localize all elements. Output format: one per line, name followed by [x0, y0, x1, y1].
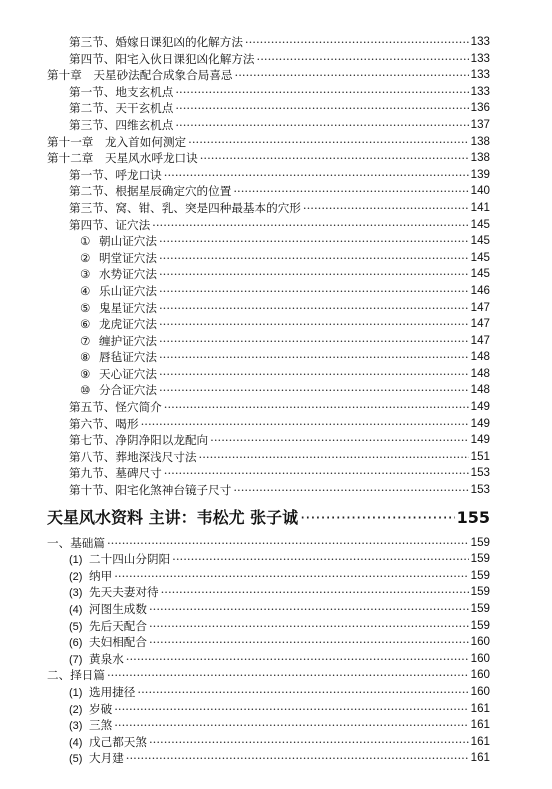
- toc-entry[interactable]: [0, 432, 552, 449]
- dot-leader: [152, 217, 488, 234]
- toc-entry-title: [69, 167, 162, 184]
- toc-entry[interactable]: [0, 217, 552, 234]
- toc-entry-title: [69, 200, 301, 217]
- toc-entry-text: 第十章 天星砂法配合成象合局喜忌: [47, 68, 233, 83]
- toc-entry-marker: (4): [69, 604, 83, 616]
- toc-entry[interactable]: [0, 84, 552, 101]
- toc-entry-title: [69, 183, 231, 200]
- toc-entry-marker: (5): [69, 620, 83, 633]
- toc-entry[interactable]: [0, 134, 552, 151]
- toc-entry-title: [80, 300, 157, 317]
- toc-page-number: 160: [469, 684, 490, 701]
- toc-page-number: 148: [469, 382, 490, 399]
- dot-leader: [149, 734, 488, 751]
- toc-entry-marker: ③: [80, 267, 91, 282]
- toc-page-number: 159: [469, 618, 490, 635]
- toc-entry-title: [47, 134, 186, 151]
- toc-entry-title: [69, 482, 231, 499]
- toc-entry-text: 黄泉水: [89, 651, 124, 666]
- toc-entry-text: 分合证穴法: [99, 383, 157, 398]
- toc-page-number: 151: [469, 449, 490, 466]
- toc-entry-text: 第八节、葬地深浅尺寸法: [69, 449, 197, 464]
- dot-leader: [159, 266, 488, 283]
- toc-entry-marker: ④: [80, 283, 91, 298]
- toc-entry-text: 朝山证穴法: [99, 234, 157, 249]
- toc-entry[interactable]: [0, 750, 552, 767]
- toc-entry-title: [80, 316, 157, 333]
- toc-entry-text: 天心证穴法: [99, 366, 157, 381]
- toc-page-number: 139: [469, 167, 490, 184]
- toc-page-number: 149: [469, 416, 490, 433]
- toc-entry-marker: (5): [69, 753, 83, 766]
- toc-page-number: 160: [469, 667, 490, 684]
- toc-entry-text: 第十二章 天星风水呼龙口诀: [47, 151, 198, 166]
- toc-entry-title: [69, 51, 255, 68]
- toc-entry-title: [80, 250, 157, 267]
- dot-leader: [126, 651, 488, 668]
- dot-leader: [164, 399, 488, 416]
- toc-page-number: 147: [469, 333, 490, 350]
- toc-entry[interactable]: [0, 349, 552, 366]
- dot-leader: [172, 551, 488, 568]
- toc-page-number: 138: [469, 150, 490, 167]
- toc-entry[interactable]: [0, 701, 552, 718]
- toc-entry-title: [69, 84, 173, 101]
- toc-entry-text: 缠护证穴法: [99, 333, 157, 348]
- dot-leader: [233, 183, 488, 200]
- toc-entry-text: 水势证穴法: [99, 267, 157, 282]
- toc-page-number: 145: [469, 250, 490, 267]
- toc-entry[interactable]: [0, 717, 552, 734]
- toc-page-number: 159: [469, 601, 490, 618]
- dot-leader: [159, 349, 488, 366]
- toc-entry[interactable]: [0, 651, 552, 668]
- toc-entry-text: 纳甲: [89, 568, 113, 583]
- toc-entry[interactable]: [0, 634, 552, 651]
- toc-entry-text: 第一节、地支玄机点: [69, 84, 174, 99]
- toc-page-number: 161: [469, 701, 490, 718]
- toc-page-number: 133: [469, 84, 490, 101]
- toc-entry[interactable]: [0, 465, 552, 482]
- dot-leader: [159, 250, 488, 267]
- toc-entry-text: 夫妇相配合: [89, 635, 147, 650]
- toc-page-number: 161: [469, 750, 490, 767]
- toc-entry-text: 乐山证穴法: [99, 283, 157, 298]
- toc-page-number: 161: [469, 734, 490, 751]
- dot-leader: [303, 200, 488, 217]
- dot-leader: [159, 382, 488, 399]
- table-of-contents: [0, 34, 552, 767]
- toc-entry-title: [69, 717, 112, 735]
- toc-entry-marker: (2): [69, 570, 83, 583]
- toc-entry[interactable]: [0, 399, 552, 416]
- toc-entry[interactable]: [0, 283, 552, 300]
- toc-entry-text: 大月建: [89, 751, 124, 766]
- toc-page-number: 133: [469, 67, 490, 84]
- toc-page-number: 155: [455, 503, 490, 533]
- toc-entry-text: 第四节、证穴法: [69, 217, 151, 232]
- toc-entry-text: 河图生成数: [89, 602, 147, 616]
- toc-page-number: 140: [469, 183, 490, 200]
- toc-entry-text: 二十四山分阴阳: [89, 552, 171, 567]
- toc-entry-text: 第一节、呼龙口诀: [69, 167, 162, 182]
- toc-entry[interactable]: [0, 535, 552, 552]
- toc-entry-title: [47, 503, 298, 533]
- toc-entry-title: [69, 684, 135, 702]
- dot-leader: [159, 300, 488, 317]
- toc-entry-title: [69, 601, 147, 619]
- toc-page-number: 159: [469, 584, 490, 601]
- toc-entry-title: [80, 266, 157, 283]
- toc-page-number: 159: [469, 551, 490, 568]
- toc-page-number: 133: [469, 34, 490, 51]
- toc-entry[interactable]: [0, 734, 552, 751]
- toc-entry[interactable]: [0, 568, 552, 585]
- toc-entry-title: [69, 100, 173, 117]
- toc-page-number: 148: [469, 366, 490, 383]
- dot-leader: [164, 465, 488, 482]
- toc-entry-title: [80, 366, 157, 383]
- toc-page-number: 146: [469, 283, 490, 300]
- dot-leader: [161, 584, 488, 601]
- dot-leader: [159, 333, 488, 350]
- toc-entry-text: 鬼星证穴法: [99, 300, 157, 315]
- toc-page-number: 138: [469, 134, 490, 151]
- toc-entry-title: [80, 333, 157, 350]
- toc-entry-text: 第十一章 龙入首如何测定: [47, 134, 187, 149]
- toc-entry-text: 唇毡证穴法: [99, 350, 157, 365]
- toc-page-number: 147: [469, 316, 490, 333]
- toc-entry[interactable]: [0, 100, 552, 117]
- toc-entry[interactable]: [0, 51, 552, 68]
- toc-page-number: 145: [469, 217, 490, 234]
- toc-entry[interactable]: [0, 167, 552, 184]
- toc-page-number: 145: [469, 266, 490, 283]
- toc-entry[interactable]: [0, 684, 552, 701]
- toc-entry[interactable]: [0, 551, 552, 568]
- toc-entry-title: [80, 349, 157, 366]
- toc-entry-marker: ①: [80, 234, 91, 249]
- toc-entry[interactable]: [0, 233, 552, 250]
- toc-entry-marker: (1): [69, 554, 83, 567]
- dot-leader: [188, 134, 488, 151]
- toc-entry-title: [69, 750, 124, 768]
- dot-leader: [114, 568, 488, 585]
- toc-entry[interactable]: [0, 117, 552, 134]
- dot-leader: [235, 67, 488, 84]
- toc-entry-marker: ⑩: [80, 383, 91, 398]
- toc-entry-marker: (3): [69, 587, 83, 600]
- toc-entry-text: 第七节、净阴净阳以龙配向: [69, 433, 209, 448]
- toc-entry-text: 第三节、婚嫁日课犯凶的化解方法: [69, 35, 243, 49]
- toc-entry-marker: ⑨: [80, 366, 91, 381]
- dot-leader: [149, 601, 488, 618]
- toc-entry-text: 天星风水资料 主讲：韦松尤 张子诚: [47, 507, 299, 527]
- toc-entry[interactable]: [0, 601, 552, 618]
- dot-leader: [175, 117, 488, 134]
- dot-leader: [141, 416, 488, 433]
- toc-entry-title: [69, 217, 150, 234]
- toc-entry-marker: (4): [69, 736, 83, 749]
- dot-leader: [175, 100, 488, 117]
- toc-entry[interactable]: [0, 34, 552, 51]
- dot-leader: [233, 482, 488, 499]
- toc-entry[interactable]: [0, 183, 552, 200]
- toc-page-number: 136: [469, 100, 490, 117]
- toc-entry-text: 先后天配合: [89, 618, 147, 633]
- toc-entry-title: [80, 283, 157, 300]
- toc-page-number: 149: [469, 399, 490, 416]
- dot-leader: [199, 449, 488, 466]
- toc-entry-marker: (6): [69, 637, 83, 650]
- toc-entry[interactable]: [0, 316, 552, 333]
- toc-entry[interactable]: [0, 300, 552, 317]
- toc-entry-text: 第十节、阳宅化煞神台镜子尺寸: [69, 483, 232, 498]
- toc-entry-title: [69, 584, 159, 602]
- toc-entry-text: 第三节、四维玄机点: [69, 117, 174, 132]
- toc-entry-text: 戊己都天煞: [89, 734, 147, 749]
- toc-entry-marker: ②: [80, 250, 91, 265]
- dot-leader: [114, 701, 488, 718]
- dot-leader: [159, 233, 488, 250]
- toc-entry-text: 第三节、窝、钳、乳、突是四种最基本的穴形: [69, 200, 301, 215]
- toc-entry-title: [69, 34, 243, 51]
- toc-entry[interactable]: [0, 416, 552, 433]
- toc-entry[interactable]: [0, 200, 552, 217]
- toc-entry-text: 第五节、怪穴简介: [69, 400, 162, 415]
- dot-leader: [107, 667, 488, 684]
- toc-page-number: 133: [469, 51, 490, 68]
- toc-entry-title: [69, 618, 147, 636]
- toc-entry-text: 一、基础篇: [47, 535, 105, 550]
- toc-page-number: 159: [469, 535, 490, 552]
- toc-entry-text: 岁破: [89, 701, 113, 716]
- toc-entry[interactable]: [0, 584, 552, 601]
- toc-entry-title: [69, 449, 197, 466]
- toc-page-number: 137: [469, 117, 490, 134]
- toc-entry-title: [69, 634, 147, 652]
- dot-leader: [164, 167, 488, 184]
- toc-entry[interactable]: [0, 250, 552, 267]
- toc-entry-title: [69, 568, 112, 586]
- toc-entry-title: [47, 67, 233, 84]
- toc-entry-title: [80, 382, 157, 399]
- dot-leader: [257, 51, 488, 68]
- dot-leader: [175, 84, 488, 101]
- toc-entry[interactable]: [0, 266, 552, 283]
- toc-entry-text: 先天夫妻对待: [89, 585, 159, 600]
- toc-entry-text: 第九节、墓碑尺寸: [69, 466, 162, 481]
- toc-entry-text: 二、择日篇: [47, 668, 105, 683]
- dot-leader: [159, 283, 488, 300]
- toc-page-number: 159: [469, 568, 490, 585]
- toc-entry[interactable]: [0, 150, 552, 167]
- toc-page-number: 141: [469, 200, 490, 217]
- toc-entry-text: 第二节、根据星辰确定穴的位置: [69, 184, 232, 199]
- toc-entry-text: 选用捷径: [89, 684, 136, 699]
- toc-page-number: 147: [469, 300, 490, 317]
- dot-leader: [210, 432, 488, 449]
- toc-entry-marker: (2): [69, 703, 83, 716]
- toc-entry[interactable]: [0, 366, 552, 383]
- toc-entry[interactable]: [0, 449, 552, 466]
- dot-leader: [159, 366, 488, 383]
- toc-entry-marker: ⑧: [80, 350, 91, 365]
- toc-page-number: 149: [469, 432, 490, 449]
- dot-leader: [126, 750, 488, 767]
- toc-entry-title: [47, 150, 198, 167]
- toc-page-number: 160: [469, 634, 490, 651]
- dot-leader: [137, 684, 488, 701]
- toc-entry-title: [69, 465, 162, 482]
- toc-page-number: 161: [469, 717, 490, 734]
- toc-page-number: 153: [469, 482, 490, 499]
- toc-entry-marker: ⑤: [80, 300, 91, 315]
- dot-leader: [159, 316, 488, 333]
- toc-entry-title: [69, 432, 208, 449]
- toc-heading[interactable]: [0, 503, 552, 533]
- toc-entry[interactable]: [0, 667, 552, 684]
- dot-leader: [114, 717, 488, 734]
- toc-entry-text: 第二节、天干玄机点: [69, 101, 174, 116]
- toc-page-number: 148: [469, 349, 490, 366]
- toc-entry-title: [69, 701, 112, 719]
- toc-entry-text: 龙虎证穴法: [99, 317, 157, 332]
- dot-leader: [200, 150, 488, 167]
- toc-entry-marker: ⑥: [80, 317, 91, 332]
- toc-entry[interactable]: [0, 382, 552, 399]
- toc-entry-title: [69, 734, 147, 752]
- toc-entry-title: [69, 551, 170, 569]
- toc-page-number: 153: [469, 465, 490, 482]
- dot-leader: [245, 34, 488, 51]
- toc-entry-marker: (1): [69, 686, 83, 699]
- toc-entry-title: [69, 399, 162, 416]
- toc-entry-title: [69, 117, 173, 134]
- toc-entry-text: 第四节、阳宅入伙日课犯凶化解方法: [69, 51, 255, 66]
- toc-entry-text: 第六节、喝形: [69, 416, 139, 431]
- toc-entry-title: [47, 535, 105, 552]
- dot-leader: [149, 634, 488, 651]
- toc-entry[interactable]: [0, 618, 552, 635]
- toc-entry-title: [69, 651, 124, 669]
- toc-entry-title: [47, 667, 105, 684]
- toc-page-number: 160: [469, 651, 490, 668]
- toc-entry-marker: ⑦: [80, 333, 91, 348]
- toc-entry[interactable]: [0, 333, 552, 350]
- toc-entry-text: 明堂证穴法: [99, 250, 157, 265]
- toc-entry-marker: (7): [69, 653, 83, 666]
- toc-entry[interactable]: [0, 67, 552, 84]
- dot-leader: [107, 535, 488, 552]
- toc-entry-marker: (3): [69, 720, 83, 733]
- toc-entry-text: 三煞: [89, 718, 113, 733]
- toc-entry[interactable]: [0, 482, 552, 499]
- toc-entry-title: [80, 233, 157, 250]
- toc-page-number: 145: [469, 233, 490, 250]
- toc-entry-title: [69, 416, 139, 433]
- dot-leader: [149, 618, 488, 635]
